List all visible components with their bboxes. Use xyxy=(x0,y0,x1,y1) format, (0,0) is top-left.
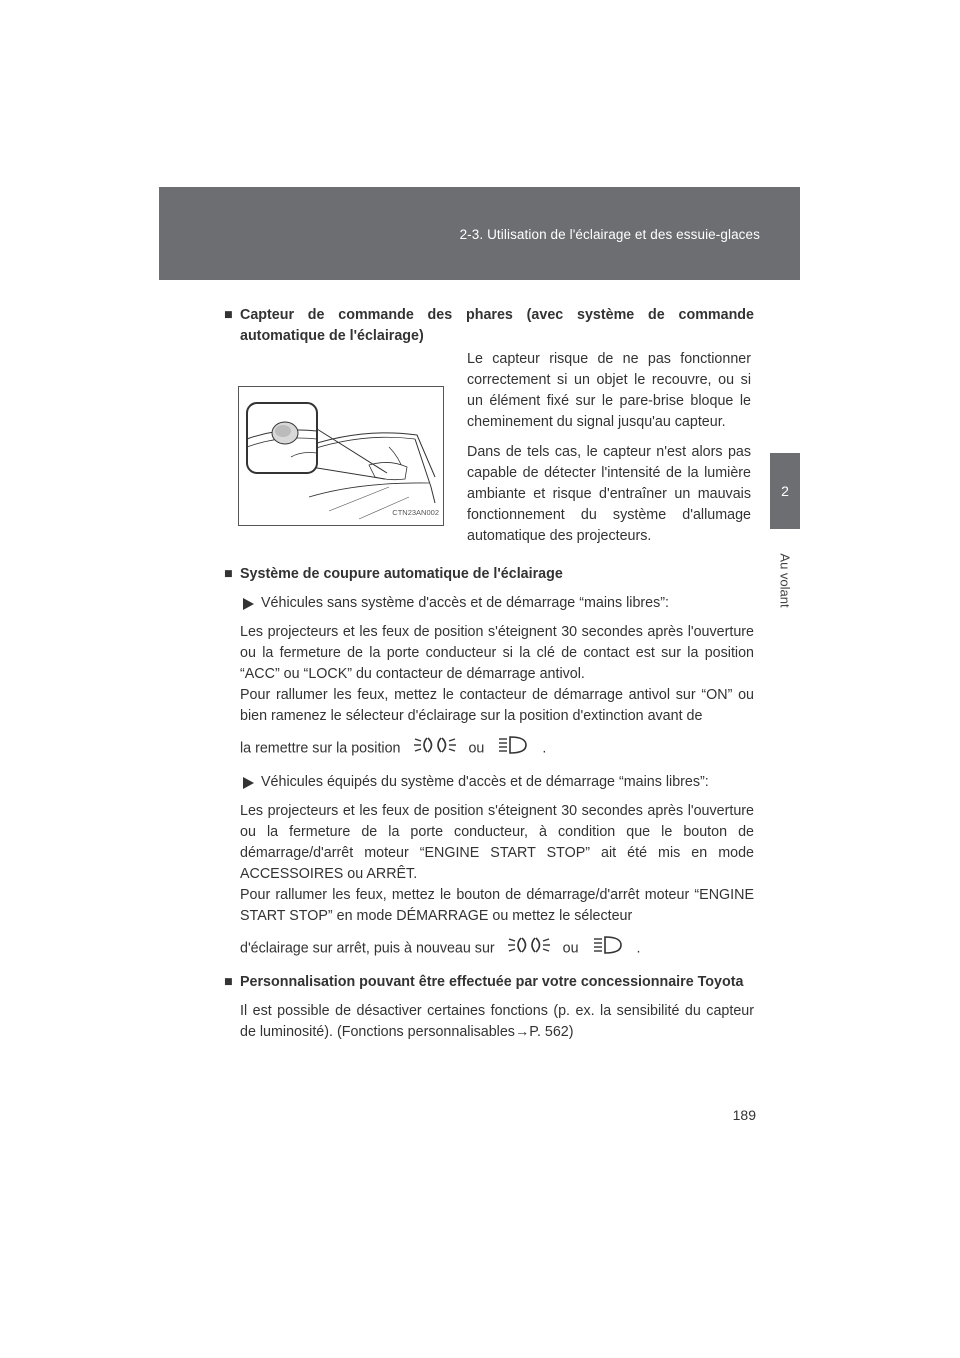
paragraph-customization: Il est possible de désactiver certaines fonctions (p. ex. la sensibilité du capteur de luminosité). (Fonctions personnalisables→P. 562) xyxy=(240,1003,754,1040)
parking-lights-icon xyxy=(413,733,457,764)
bullet-without-smart-key xyxy=(240,593,754,614)
text-fragment: ou xyxy=(562,940,579,957)
headlight-icon xyxy=(496,733,530,764)
sensor-illustration xyxy=(238,386,444,526)
sensor-paragraph-1: Le capteur risque de ne pas fonctionner correctement si un objet le recouvre, ou si un élément fixé sur le pare-brise bloque le cheminement du signal jusqu'au capteur. xyxy=(467,351,751,430)
heading-marker: ■ xyxy=(224,974,233,990)
section-title: 2-3. Utilisation de l'éclairage et des essuie-glaces xyxy=(459,227,760,242)
chapter-label-text: Au volant xyxy=(777,552,793,608)
sensor-paragraph-2: Dans de tels cas, le capteur n'est alors pas capable de détecter l'intensité de la lumière ambiante et risque d'entraîner un mauvais fonctionnement du système d'allumage automatique des projecteurs. xyxy=(467,444,751,544)
headlight-icon xyxy=(591,933,625,964)
text-fragment: d'éclairage sur arrêt, puis à nouveau sur xyxy=(240,940,495,957)
heading-text: Capteur de commande des phares (avec système de commande automatique de l'éclairage) xyxy=(240,307,754,344)
heading-text: Personnalisation pouvant être effectuée par votre concessionnaire Toyota xyxy=(240,974,744,990)
section-heading-sensor xyxy=(224,305,754,347)
arrow-bullet-icon xyxy=(243,777,254,789)
paragraph-auto-off-5: Pour rallumer les feux, mettez le bouton de démarrage/d'arrêt moteur “ENGINE START STOP” en mode DÉMARRAGE ou mettez le sélecteur xyxy=(240,887,754,924)
chapter-number: 2 xyxy=(781,483,789,499)
heading-marker: ■ xyxy=(224,307,233,323)
paragraph-auto-off-2: Pour rallumer les feux, mettez le contacteur de démarrage antivol sur “ON” ou bien ramenez le sélecteur d'éclairage sur la position d'extinction avant de xyxy=(240,687,754,724)
page-content xyxy=(224,305,754,1043)
bullet-text: Véhicules sans système d'accès et de démarrage “mains libres”: xyxy=(261,595,669,611)
section-heading-auto-off xyxy=(224,564,754,585)
paragraph-auto-off-3 xyxy=(240,733,754,764)
bullet-with-smart-key xyxy=(240,772,754,793)
chapter-label xyxy=(767,540,803,620)
paragraph-auto-off-6 xyxy=(240,933,754,964)
header-band xyxy=(159,187,800,280)
text-fragment: ou xyxy=(468,740,485,757)
parking-lights-icon xyxy=(507,933,551,964)
sensor-description xyxy=(467,349,751,556)
paragraph-auto-off-1: Les projecteurs et les feux de position s'éteignent 30 secondes après l'ouverture ou la fermeture de la porte conducteur si la clé de contact est sur la position “ACC” ou “LOCK” du contacteur de démarrage antivol. xyxy=(240,624,754,682)
section-heading-customization xyxy=(224,972,754,993)
bullet-text: Véhicules équipés du système d'accès et de démarrage “mains libres”: xyxy=(261,774,709,790)
text-fragment: . xyxy=(542,740,547,757)
figure-code: CTN23AN002 xyxy=(392,508,439,517)
heading-marker: ■ xyxy=(224,566,233,582)
text-fragment: la remettre sur la position xyxy=(240,740,401,757)
text-fragment: . xyxy=(636,940,641,957)
page-number: 189 xyxy=(732,1107,756,1123)
figure-row xyxy=(238,349,754,556)
chapter-tab xyxy=(770,453,800,529)
heading-text: Système de coupure automatique de l'éclairage xyxy=(240,566,563,582)
paragraph-auto-off-4: Les projecteurs et les feux de position s'éteignent 30 secondes après l'ouverture ou la fermeture de la porte conducteur, à condition que le bouton de démarrage/d'arrêt moteur “ENGINE START STOP” ait été mis en mode ACCESSOIRES ou ARRÊT. xyxy=(240,803,754,882)
arrow-bullet-icon xyxy=(243,598,254,610)
